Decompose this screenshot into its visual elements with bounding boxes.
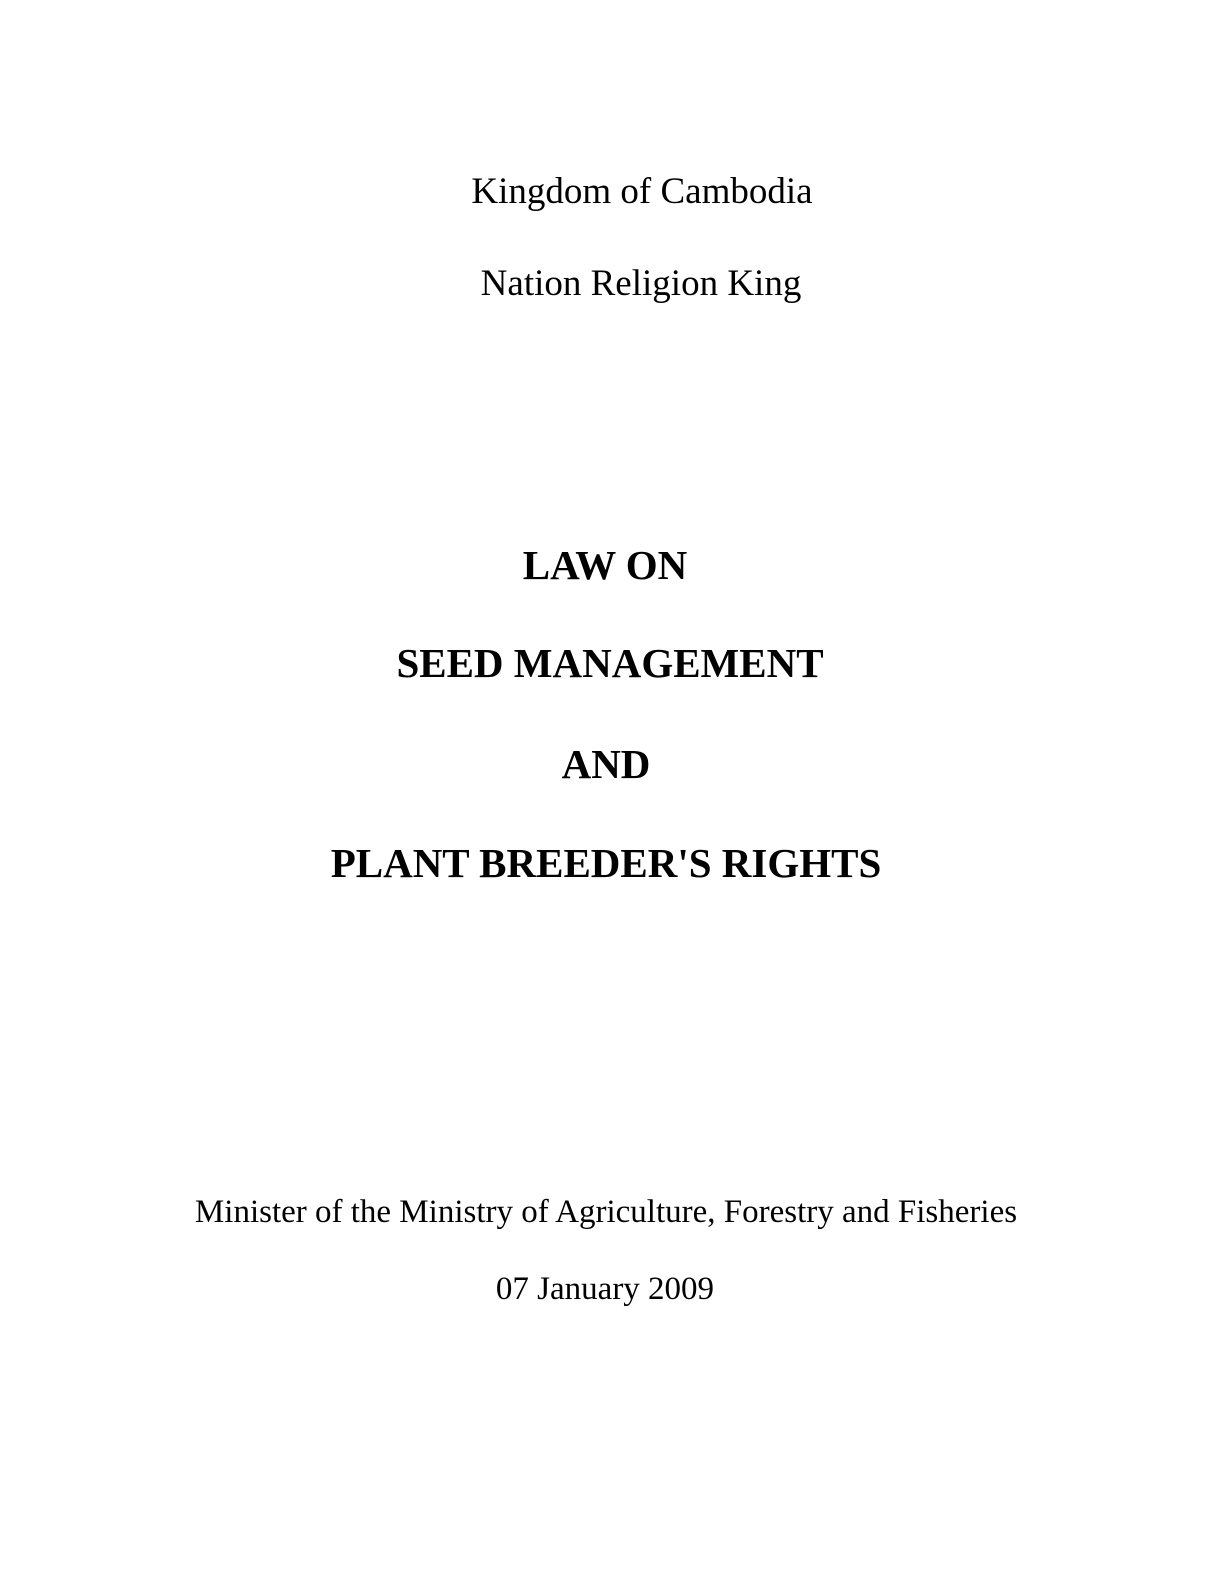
country-heading: Kingdom of Cambodia	[471, 171, 813, 212]
issuing-authority: Minister of the Ministry of Agriculture, Forestry and Fisheries	[194, 1194, 1018, 1230]
document-title-line-4: PLANT BREEDER'S RIGHTS	[330, 840, 882, 886]
document-title-line-2: SEED MANAGEMENT	[396, 640, 824, 686]
issue-date: 07 January 2009	[495, 1271, 715, 1307]
national-motto: Nation Religion King	[480, 263, 802, 304]
document-title-line-3: AND	[561, 741, 651, 787]
document-title-line-1: LAW ON	[522, 542, 688, 588]
